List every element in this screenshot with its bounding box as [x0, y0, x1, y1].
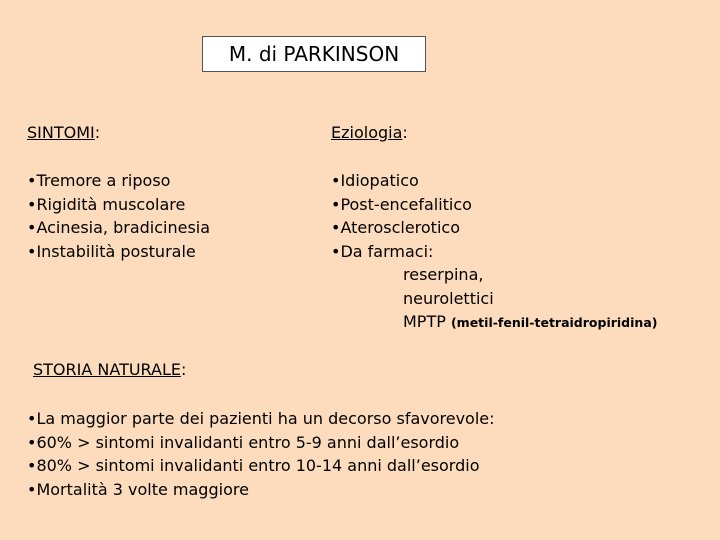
farmaci-item-mptp — [403, 310, 657, 335]
storia-heading — [33, 358, 186, 382]
list-item: • Aterosclerotico — [331, 216, 472, 240]
storia-heading-label: STORIA NATURALE — [33, 360, 181, 379]
list-item: • Tremore a riposo — [27, 169, 210, 193]
farmaci-item: neurolettici — [403, 288, 494, 308]
mptp-full-name: (metil-fenil-tetraidropiridina) — [450, 315, 658, 330]
sintomi-heading-colon: : — [94, 123, 101, 142]
mptp-label: MPTP — [403, 312, 446, 331]
storia-heading-colon: : — [180, 360, 187, 379]
eziologia-heading-colon: : — [402, 123, 408, 142]
farmaci-list — [403, 263, 657, 335]
sintomi-heading-label: SINTOMI — [27, 123, 95, 142]
list-item: • Acinesia, bradicinesia — [27, 216, 210, 240]
slide-title — [202, 36, 426, 72]
sintomi-heading — [27, 121, 100, 145]
list-item: • 60% > sintomi invalidanti entro 5-9 anni dall’esordio — [27, 431, 495, 455]
list-item: • Instabilità posturale — [27, 240, 210, 264]
eziologia-heading — [331, 121, 408, 145]
list-item: • Da farmaci: — [331, 240, 472, 264]
list-item: • Idiopatico — [331, 169, 472, 193]
list-item: • La maggior parte dei pazienti ha un decorso sfavorevole: — [27, 407, 495, 431]
eziologia-list — [331, 169, 472, 263]
list-item: • 80% > sintomi invalidanti entro 10-14 anni dall’esordio — [27, 454, 495, 478]
list-item: • Mortalità 3 volte maggiore — [27, 478, 495, 502]
farmaci-item: reserpina, — [403, 265, 484, 284]
list-item: • Rigidità muscolare — [27, 193, 210, 217]
list-item: • Post-encefalitico — [331, 193, 472, 217]
eziologia-heading-label: Eziologia — [331, 123, 403, 142]
sintomi-list — [27, 169, 210, 263]
slide-title-text: M. di PARKINSON — [228, 42, 400, 66]
storia-list — [27, 407, 495, 501]
